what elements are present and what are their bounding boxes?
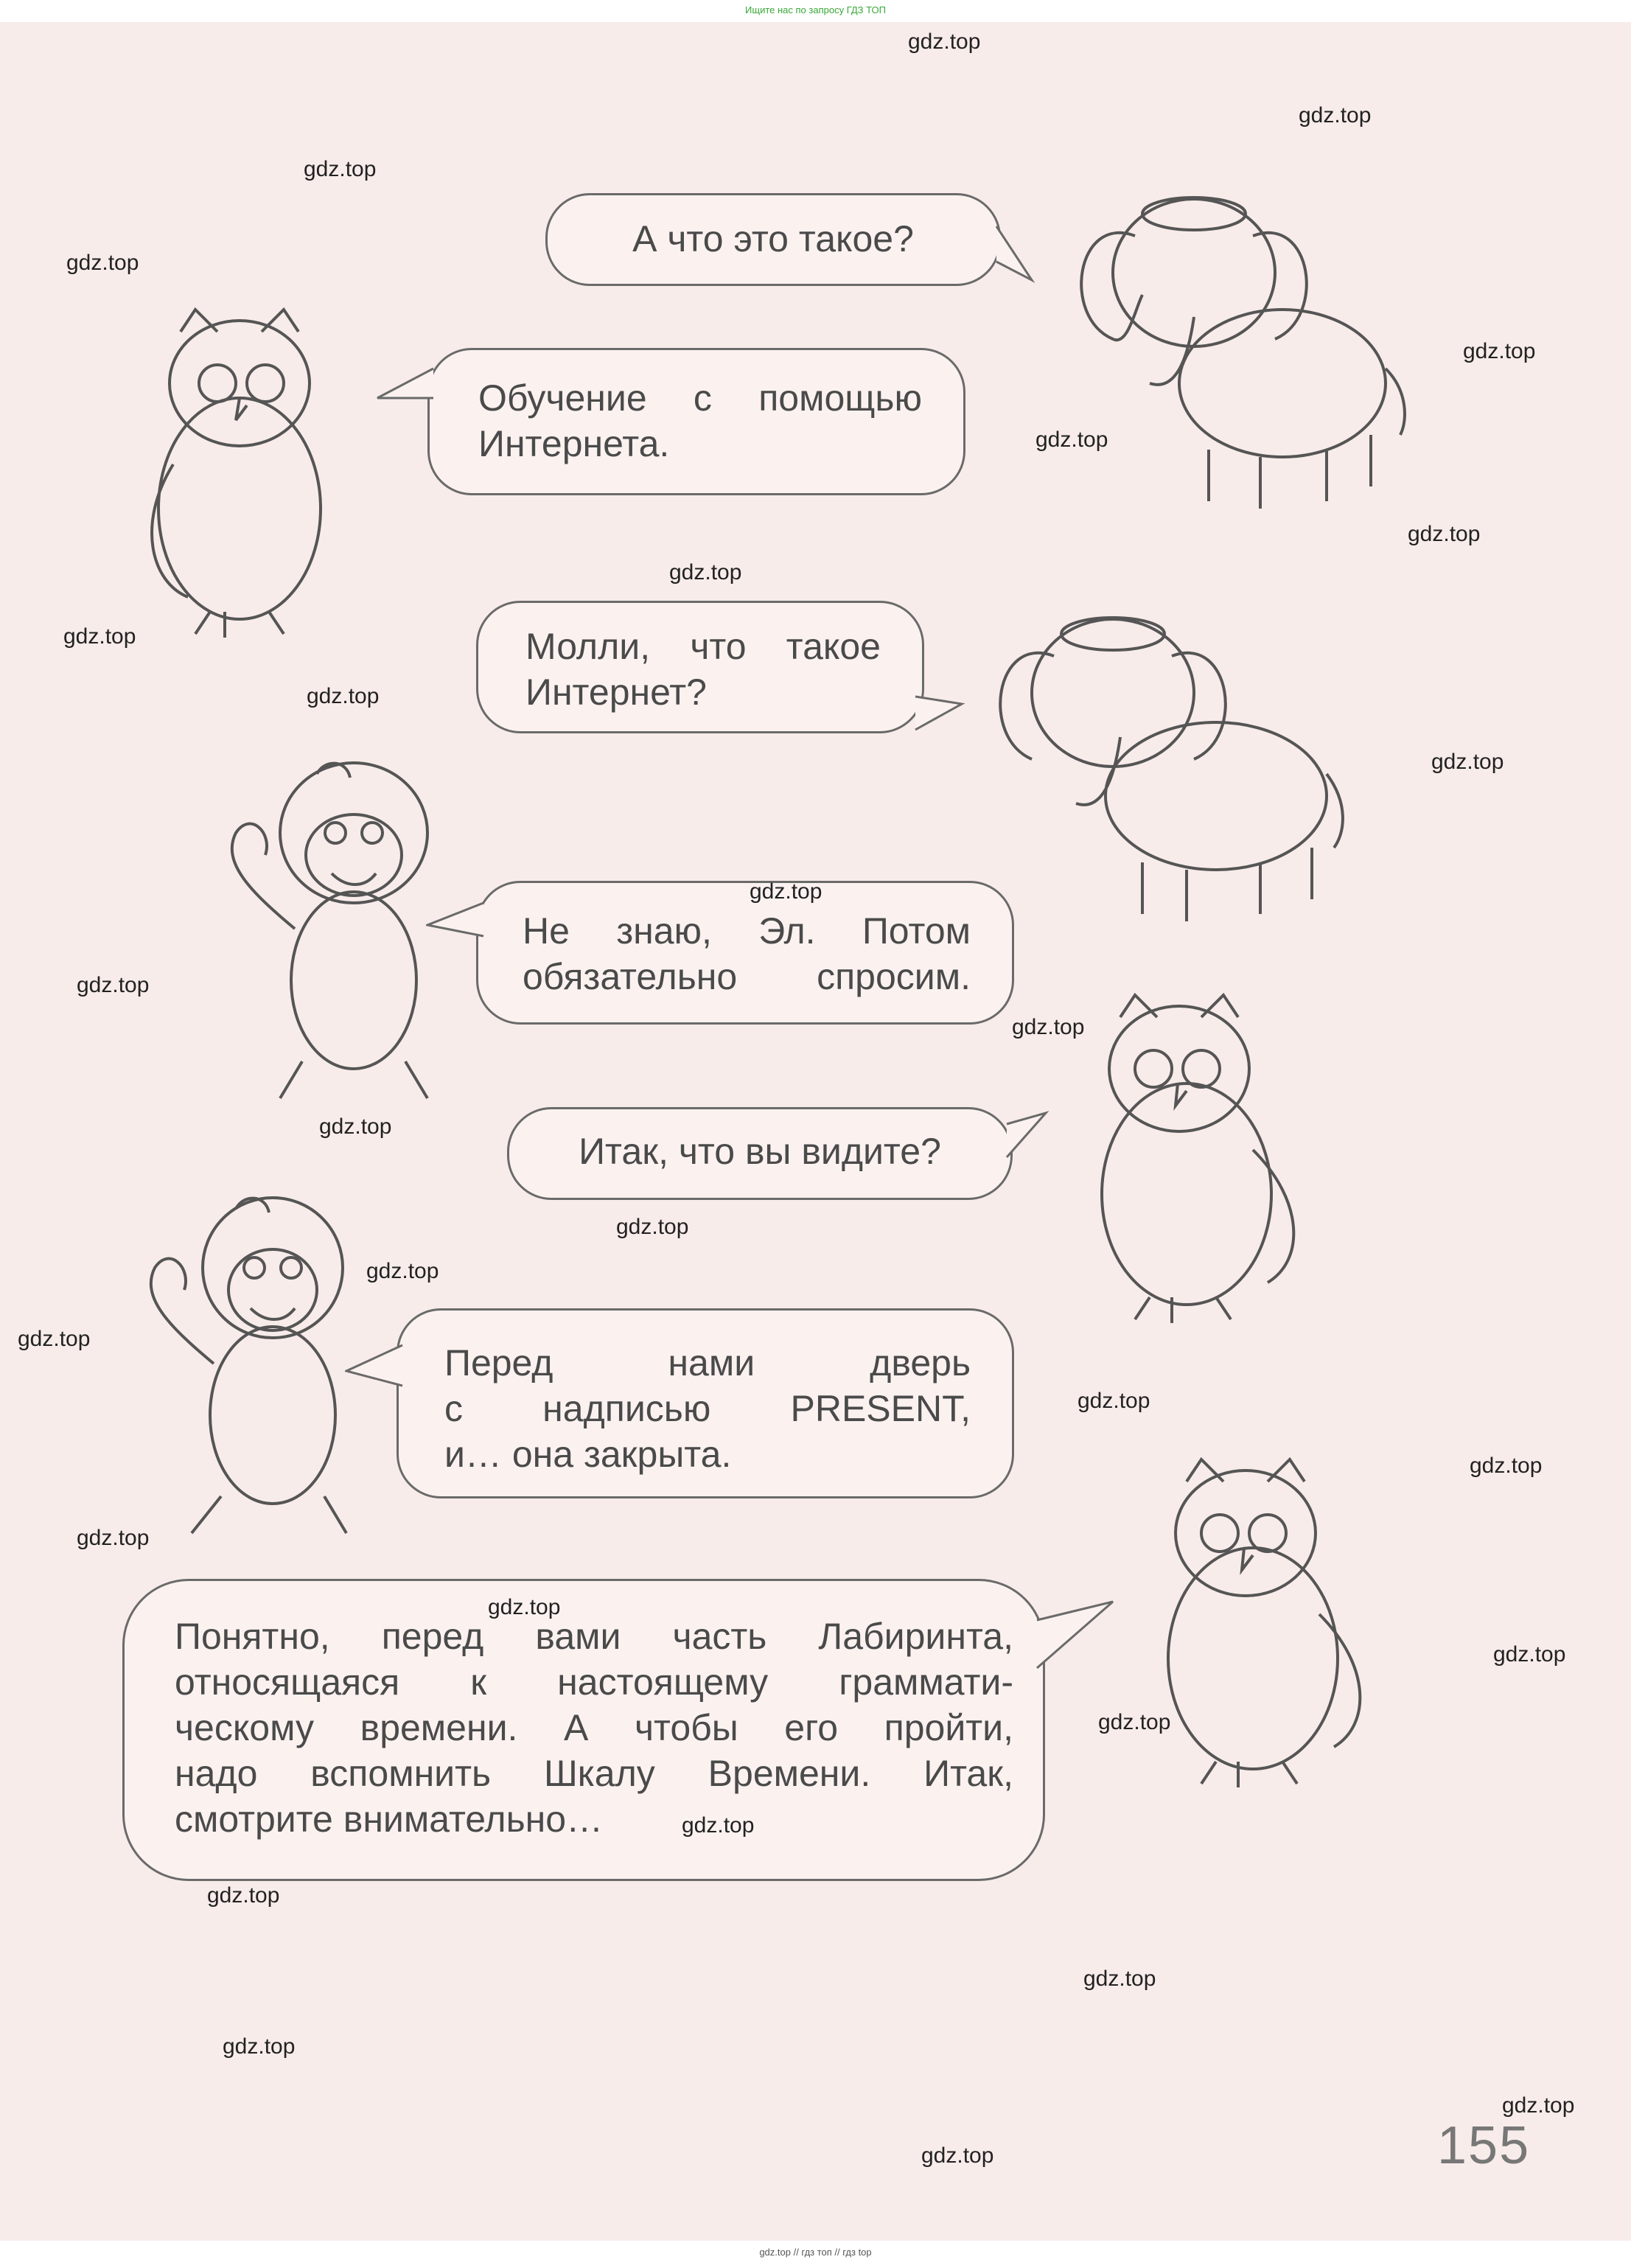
watermark: gdz.top: [223, 2034, 296, 2059]
bubble-tail: [1035, 1598, 1117, 1672]
owl-icon: [129, 302, 350, 649]
elephant-icon: [980, 582, 1349, 929]
bubble-tail: [1005, 1109, 1050, 1161]
bubble-line: ческому времени. А чтобы его пройти,: [175, 1707, 1013, 1748]
bubble-tail: [995, 225, 1039, 284]
watermark: gdz.top: [1078, 1389, 1150, 1413]
bubble-tail: [376, 365, 435, 409]
watermark: gdz.top: [488, 1595, 561, 1619]
watermark: gdz.top: [669, 560, 742, 585]
watermark: gdz.top: [1098, 1710, 1171, 1734]
watermark: gdz.top: [63, 624, 136, 649]
watermark: gdz.top: [1408, 522, 1481, 546]
owl-icon: [1135, 1452, 1386, 1791]
bubble-line: А что это такое?: [632, 218, 914, 259]
bubble-line: с надписью PRESENT,: [444, 1388, 971, 1429]
speech-bubble-5: [507, 1107, 1013, 1200]
watermark: gdz.top: [1299, 103, 1372, 128]
monkey-icon: [206, 744, 450, 1113]
watermark: gdz.top: [1463, 339, 1536, 363]
watermark: gdz.top: [77, 973, 150, 997]
bottom-banner: gdz.top // гдз топ // гдз top: [759, 2247, 872, 2258]
watermark: gdz.top: [1493, 1642, 1566, 1667]
bubble-line: Интернета.: [478, 423, 670, 464]
owl-icon: [1069, 988, 1319, 1327]
watermark: gdz.top: [1431, 750, 1504, 774]
top-banner: Ищите нас по запросу ГДЗ ТОП: [745, 4, 886, 15]
watermark: gdz.top: [1035, 428, 1108, 452]
watermark: gdz.top: [1012, 1015, 1085, 1039]
bubble-line: надо вспомнить Шкалу Времени. Итак,: [175, 1753, 1013, 1794]
speech-bubble-4: [476, 881, 1014, 1025]
watermark: gdz.top: [1470, 1454, 1543, 1478]
watermark: gdz.top: [921, 2143, 994, 2168]
watermark: gdz.top: [307, 684, 380, 708]
watermark: gdz.top: [1502, 2093, 1575, 2118]
page-number: 155: [1437, 2116, 1531, 2175]
speech-bubble-6: [397, 1308, 1014, 1498]
bubble-line: смотрите внимательно…: [175, 1798, 604, 1840]
watermark: gdz.top: [682, 1813, 755, 1838]
watermark: gdz.top: [77, 1526, 150, 1550]
bubble-tail: [345, 1341, 404, 1393]
bubble-line: Понятно, перед вами часть Лабиринта,: [175, 1616, 1013, 1657]
speech-bubble-3: [476, 601, 924, 733]
bubble-line: Итак, что вы видите?: [579, 1131, 941, 1172]
watermark: gdz.top: [207, 1883, 280, 1908]
bubble-line: и… она закрыта.: [444, 1434, 732, 1475]
bubble-line: Обучение с помощью: [478, 377, 922, 419]
bubble-line: обязательно спросим.: [523, 956, 971, 997]
watermark: gdz.top: [18, 1327, 91, 1351]
watermark: gdz.top: [319, 1114, 392, 1139]
watermark: gdz.top: [304, 157, 377, 181]
speech-bubble-1: [545, 193, 1001, 286]
bubble-line: Молли, что такое: [525, 626, 881, 667]
bubble-tail: [914, 693, 965, 737]
monkey-icon: [133, 1179, 354, 1548]
bubble-line: Перед нами дверь: [444, 1342, 971, 1384]
bubble-line: Интернет?: [525, 671, 707, 713]
watermark: gdz.top: [750, 879, 823, 904]
speech-bubble-7: [122, 1579, 1045, 1881]
watermark: gdz.top: [1083, 1967, 1156, 1991]
watermark: gdz.top: [366, 1259, 439, 1283]
bubble-line: относящаяся к настоящему граммати-: [175, 1661, 1013, 1703]
watermark: gdz.top: [908, 29, 981, 54]
watermark: gdz.top: [66, 251, 139, 275]
elephant-icon: [1047, 170, 1415, 516]
speech-bubble-2: [427, 348, 965, 495]
watermark: gdz.top: [616, 1215, 689, 1239]
bubble-line: Не знаю, Эл. Потом: [523, 910, 971, 952]
